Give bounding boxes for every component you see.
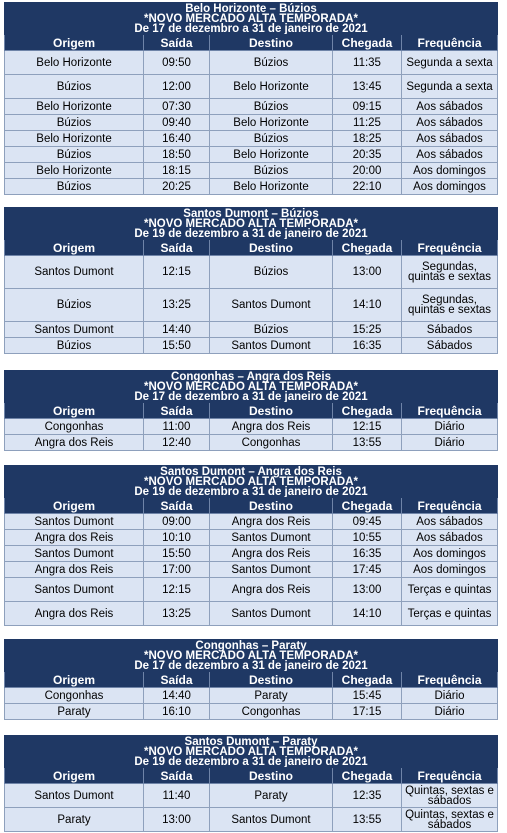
header-origem: Origem [5, 240, 144, 256]
header-saida: Saída [144, 498, 210, 514]
cell-chegada: 14:10 [333, 602, 402, 626]
header-origem: Origem [5, 768, 144, 784]
table-row [5, 530, 498, 546]
cell-saida: 11:40 [144, 784, 210, 808]
table-row [5, 688, 498, 704]
header-saida: Saída [144, 35, 210, 51]
header-frequencia: Frequência [402, 240, 498, 256]
table-title [5, 466, 498, 498]
header-frequencia: Frequência [402, 672, 498, 688]
table-row [5, 704, 498, 720]
cell-frequencia: Sábados [402, 338, 498, 354]
period-title: De 17 de dezembro a 31 de janeiro de 2021 [134, 390, 368, 403]
cell-origem: Búzios [5, 289, 144, 322]
cell-frequencia: Segundas, quintas e sextas [402, 289, 498, 322]
cell-destino: Santos Dumont [210, 562, 333, 578]
cell-saida: 13:25 [144, 602, 210, 626]
cell-origem: Angra dos Reis [5, 530, 144, 546]
cell-saida: 12:15 [144, 578, 210, 602]
schedule-table [4, 370, 498, 451]
cell-destino: Belo Horizonte [210, 179, 333, 195]
schedule-table [4, 735, 498, 832]
cell-saida: 12:15 [144, 256, 210, 289]
cell-chegada: 20:00 [333, 163, 402, 179]
cell-destino: Búzios [210, 99, 333, 115]
cell-saida: 09:50 [144, 51, 210, 75]
cell-destino: Búzios [210, 322, 333, 338]
table-row [5, 289, 498, 322]
period-title: De 17 de dezembro a 31 de janeiro de 2021 [134, 22, 368, 35]
season-title: *NOVO MERCADO ALTA TEMPORADA* [143, 380, 359, 393]
cell-chegada: 16:35 [333, 546, 402, 562]
cell-chegada: 13:00 [333, 256, 402, 289]
table-row [5, 75, 498, 99]
cell-saida: 16:10 [144, 704, 210, 720]
table-title [5, 736, 498, 768]
cell-saida: 13:00 [144, 808, 210, 832]
cell-chegada: 10:55 [333, 530, 402, 546]
cell-origem: Angra dos Reis [5, 602, 144, 626]
schedule-table [4, 2, 498, 195]
cell-frequencia: Aos domingos [402, 562, 498, 578]
cell-destino: Paraty [210, 784, 333, 808]
cell-frequencia: Diário [402, 704, 498, 720]
cell-origem: Belo Horizonte [5, 131, 144, 147]
header-saida: Saída [144, 672, 210, 688]
route-title: Belo Horizonte – Búzios [185, 2, 317, 15]
cell-saida: 12:40 [144, 435, 210, 451]
header-chegada: Chegada [333, 35, 402, 51]
cell-frequencia: Segundas, quintas e sextas [402, 256, 498, 289]
cell-destino: Belo Horizonte [210, 75, 333, 99]
cell-chegada: 16:35 [333, 338, 402, 354]
cell-chegada: 18:25 [333, 131, 402, 147]
cell-frequencia: Aos sábados [402, 530, 498, 546]
cell-frequencia: Aos domingos [402, 546, 498, 562]
header-destino: Destino [210, 240, 333, 256]
cell-origem: Congonhas [5, 688, 144, 704]
table-row [5, 578, 498, 602]
cell-destino: Santos Dumont [210, 338, 333, 354]
cell-saida: 13:25 [144, 289, 210, 322]
cell-frequencia: Diário [402, 419, 498, 435]
header-chegada: Chegada [333, 768, 402, 784]
table-row [5, 115, 498, 131]
header-destino: Destino [210, 35, 333, 51]
cell-frequencia: Segunda a sexta [402, 51, 498, 75]
cell-chegada: 17:45 [333, 562, 402, 578]
route-title: Congonhas – Paraty [195, 639, 307, 652]
cell-origem: Belo Horizonte [5, 51, 144, 75]
cell-frequencia: Terças e quintas [402, 602, 498, 626]
header-origem: Origem [5, 403, 144, 419]
route-title: Congonhas – Angra dos Reis [171, 370, 331, 383]
cell-saida: 15:50 [144, 338, 210, 354]
cell-chegada: 13:45 [333, 75, 402, 99]
header-chegada: Chegada [333, 672, 402, 688]
cell-chegada: 09:15 [333, 99, 402, 115]
cell-origem: Santos Dumont [5, 322, 144, 338]
cell-origem: Paraty [5, 808, 144, 832]
table-row [5, 131, 498, 147]
cell-destino: Congonhas [210, 435, 333, 451]
schedule-table [4, 465, 498, 626]
header-saida: Saída [144, 768, 210, 784]
table-row [5, 419, 498, 435]
cell-chegada: 17:15 [333, 704, 402, 720]
cell-origem: Santos Dumont [5, 256, 144, 289]
cell-origem: Búzios [5, 115, 144, 131]
table-title [5, 371, 498, 403]
cell-chegada: 15:25 [333, 322, 402, 338]
cell-chegada: 14:10 [333, 289, 402, 322]
cell-chegada: 20:35 [333, 147, 402, 163]
cell-origem: Búzios [5, 75, 144, 99]
cell-frequencia: Quintas, sextas e sábados [402, 784, 498, 808]
cell-saida: 20:25 [144, 179, 210, 195]
header-chegada: Chegada [333, 240, 402, 256]
season-title: *NOVO MERCADO ALTA TEMPORADA* [143, 649, 359, 662]
header-saida: Saída [144, 403, 210, 419]
cell-saida: 12:00 [144, 75, 210, 99]
cell-frequencia: Sábados [402, 322, 498, 338]
table-row [5, 179, 498, 195]
cell-frequencia: Aos sábados [402, 115, 498, 131]
cell-origem: Belo Horizonte [5, 163, 144, 179]
cell-saida: 11:00 [144, 419, 210, 435]
cell-destino: Santos Dumont [210, 602, 333, 626]
table-row [5, 435, 498, 451]
cell-frequencia: Aos sábados [402, 131, 498, 147]
cell-destino: Búzios [210, 131, 333, 147]
cell-saida: 07:30 [144, 99, 210, 115]
season-title: *NOVO MERCADO ALTA TEMPORADA* [143, 475, 359, 488]
header-origem: Origem [5, 672, 144, 688]
cell-saida: 14:40 [144, 322, 210, 338]
header-frequencia: Frequência [402, 768, 498, 784]
route-title: Santos Dumont – Búzios [183, 207, 319, 220]
cell-origem: Angra dos Reis [5, 562, 144, 578]
cell-chegada: 13:00 [333, 578, 402, 602]
cell-origem: Búzios [5, 147, 144, 163]
cell-destino: Paraty [210, 688, 333, 704]
cell-chegada: 09:45 [333, 514, 402, 530]
cell-destino: Belo Horizonte [210, 115, 333, 131]
period-title: De 19 de dezembro a 31 de janeiro de 2021 [134, 485, 368, 498]
table-row [5, 602, 498, 626]
cell-frequencia: Aos sábados [402, 99, 498, 115]
cell-destino: Angra dos Reis [210, 546, 333, 562]
cell-destino: Búzios [210, 256, 333, 289]
period-title: De 17 de dezembro a 31 de janeiro de 2021 [134, 659, 368, 672]
cell-saida: 10:10 [144, 530, 210, 546]
cell-destino: Angra dos Reis [210, 514, 333, 530]
cell-chegada: 12:15 [333, 419, 402, 435]
cell-frequencia: Aos domingos [402, 179, 498, 195]
header-chegada: Chegada [333, 498, 402, 514]
cell-saida: 18:50 [144, 147, 210, 163]
cell-destino: Santos Dumont [210, 808, 333, 832]
cell-frequencia: Diário [402, 688, 498, 704]
cell-origem: Angra dos Reis [5, 435, 144, 451]
period-title: De 19 de dezembro a 31 de janeiro de 2021 [134, 227, 368, 240]
header-chegada: Chegada [333, 403, 402, 419]
table-row [5, 514, 498, 530]
cell-frequencia: Segunda a sexta [402, 75, 498, 99]
cell-origem: Santos Dumont [5, 784, 144, 808]
table-row [5, 256, 498, 289]
cell-destino: Santos Dumont [210, 289, 333, 322]
header-origem: Origem [5, 35, 144, 51]
table-title [5, 3, 498, 35]
cell-destino: Angra dos Reis [210, 419, 333, 435]
schedule-table [4, 207, 498, 354]
table-row [5, 338, 498, 354]
table-title [5, 208, 498, 240]
cell-destino: Santos Dumont [210, 530, 333, 546]
cell-chegada: 11:25 [333, 115, 402, 131]
header-origem: Origem [5, 498, 144, 514]
cell-saida: 16:40 [144, 131, 210, 147]
cell-origem: Búzios [5, 179, 144, 195]
header-saida: Saída [144, 240, 210, 256]
cell-frequencia: Diário [402, 435, 498, 451]
cell-origem: Belo Horizonte [5, 99, 144, 115]
cell-chegada: 12:35 [333, 784, 402, 808]
cell-saida: 15:50 [144, 546, 210, 562]
cell-frequencia: Aos sábados [402, 514, 498, 530]
cell-chegada: 11:35 [333, 51, 402, 75]
route-title: Santos Dumont – Paraty [184, 735, 318, 748]
table-row [5, 99, 498, 115]
cell-chegada: 15:45 [333, 688, 402, 704]
table-row [5, 51, 498, 75]
cell-origem: Paraty [5, 704, 144, 720]
cell-frequencia: Quintas, sextas e sábados [402, 808, 498, 832]
header-destino: Destino [210, 403, 333, 419]
table-row [5, 562, 498, 578]
cell-destino: Belo Horizonte [210, 147, 333, 163]
cell-frequencia: Aos sábados [402, 147, 498, 163]
table-row [5, 147, 498, 163]
cell-origem: Santos Dumont [5, 546, 144, 562]
cell-saida: 18:15 [144, 163, 210, 179]
table-row [5, 784, 498, 808]
header-destino: Destino [210, 498, 333, 514]
header-frequencia: Frequência [402, 35, 498, 51]
route-title: Santos Dumont – Angra dos Reis [160, 465, 342, 478]
header-destino: Destino [210, 768, 333, 784]
cell-saida: 17:00 [144, 562, 210, 578]
period-title: De 19 de dezembro a 31 de janeiro de 2021 [134, 755, 368, 768]
table-row [5, 808, 498, 832]
table-row [5, 322, 498, 338]
cell-chegada: 22:10 [333, 179, 402, 195]
table-row [5, 163, 498, 179]
cell-saida: 09:00 [144, 514, 210, 530]
cell-destino: Angra dos Reis [210, 578, 333, 602]
cell-origem: Santos Dumont [5, 578, 144, 602]
season-title: *NOVO MERCADO ALTA TEMPORADA* [143, 12, 359, 25]
cell-chegada: 13:55 [333, 435, 402, 451]
cell-destino: Búzios [210, 51, 333, 75]
cell-frequencia: Aos domingos [402, 163, 498, 179]
cell-destino: Congonhas [210, 704, 333, 720]
cell-origem: Búzios [5, 338, 144, 354]
header-destino: Destino [210, 672, 333, 688]
schedule-table [4, 639, 498, 720]
cell-destino: Búzios [210, 163, 333, 179]
header-frequencia: Frequência [402, 403, 498, 419]
cell-origem: Congonhas [5, 419, 144, 435]
cell-chegada: 13:55 [333, 808, 402, 832]
cell-saida: 09:40 [144, 115, 210, 131]
season-title: *NOVO MERCADO ALTA TEMPORADA* [143, 745, 359, 758]
cell-frequencia: Terças e quintas [402, 578, 498, 602]
season-title: *NOVO MERCADO ALTA TEMPORADA* [143, 217, 359, 230]
cell-origem: Santos Dumont [5, 514, 144, 530]
cell-saida: 14:40 [144, 688, 210, 704]
table-title [5, 640, 498, 672]
header-frequencia: Frequência [402, 498, 498, 514]
table-row [5, 546, 498, 562]
